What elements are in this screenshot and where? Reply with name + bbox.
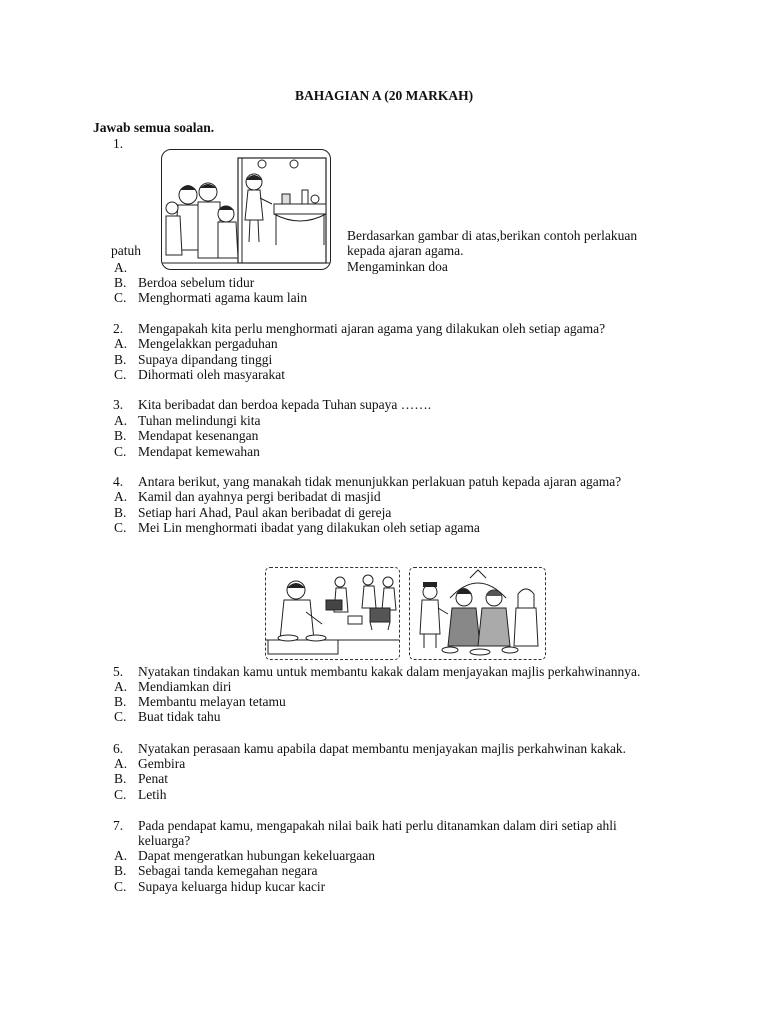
q3-option-c-letter: C. [114, 444, 127, 459]
q5-option-c-letter: C. [114, 709, 127, 724]
q7-option-b-letter: B. [114, 863, 127, 878]
q4-option-a-text: Kamil dan ayahnya pergi beribadat di masjid [138, 489, 381, 504]
q5-option-b-letter: B. [114, 694, 127, 709]
wedding-couple-illustration [409, 567, 546, 660]
q7-option-c-letter: C. [114, 879, 127, 894]
q5-text: Nyatakan tindakan kamu untuk membantu kakak dalam menjayakan majlis perkahwinannya. [138, 664, 641, 679]
q7-text-line2: keluarga? [138, 833, 191, 848]
q2-option-b-text: Supaya dipandang tinggi [138, 352, 273, 367]
q3-option-b-letter: B. [114, 428, 127, 443]
q6-option-b-letter: B. [114, 771, 127, 786]
q4-option-c-letter: C. [114, 520, 127, 535]
q1-side-text-line2: kepada ajaran agama. [347, 243, 464, 258]
q7-option-a-letter: A. [114, 848, 128, 863]
q4-number: 4. [113, 474, 124, 489]
q1-side-word: patuh [111, 243, 141, 258]
q1-side-text-line1: Berdasarkan gambar di atas,berikan contoh perlakuan [347, 228, 638, 243]
q5-option-b-text: Membantu melayan tetamu [138, 694, 286, 709]
q1-option-a-letter: A. [114, 260, 128, 275]
q2-option-a-letter: A. [114, 336, 128, 351]
q7-option-a-text: Dapat mengeratkan hubungan kekeluargaan [138, 848, 376, 863]
q6-text: Nyatakan perasaan kamu apabila dapat membantu menjayakan majlis perkahwinan kakak. [138, 741, 627, 756]
q5-option-a-text: Mendiamkan diri [138, 679, 232, 694]
q1-number: 1. [113, 136, 124, 151]
q1-option-c-letter: C. [114, 290, 127, 305]
q6-option-c-letter: C. [114, 787, 127, 802]
q5-option-a-letter: A. [114, 679, 128, 694]
q3-option-a-text: Tuhan melindungi kita [138, 413, 261, 428]
q2-option-c-letter: C. [114, 367, 127, 382]
q1-option-c-text: Menghormati agama kaum lain [138, 290, 308, 305]
q5-number: 5. [113, 664, 124, 679]
q2-option-a-text: Mengelakkan pergaduhan [138, 336, 278, 351]
q4-text: Antara berikut, yang manakah tidak menunjukkan perlakuan patuh kepada ajaran agama? [138, 474, 622, 489]
q7-text-line1: Pada pendapat kamu, mengapakah nilai baik hati perlu ditanamkan dalam diri setiap ahli [138, 818, 617, 833]
q6-number: 6. [113, 741, 124, 756]
q6-option-c-text: Letih [138, 787, 167, 802]
q6-option-a-letter: A. [114, 756, 128, 771]
q4-option-a-letter: A. [114, 489, 128, 504]
q4-option-b-text: Setiap hari Ahad, Paul akan beribadat di gereja [138, 505, 392, 520]
q6-option-b-text: Penat [138, 771, 168, 786]
q7-number: 7. [113, 818, 124, 833]
q3-option-a-letter: A. [114, 413, 128, 428]
q1-option-b-letter: B. [114, 275, 127, 290]
q2-text: Mengapakah kita perlu menghormati ajaran agama yang dilakukan oleh setiap agama? [138, 321, 606, 336]
q3-option-c-text: Mendapat kemewahan [138, 444, 260, 459]
q4-option-b-letter: B. [114, 505, 127, 520]
q1-option-a-text: Mengaminkan doa [347, 259, 448, 274]
q3-number: 3. [113, 397, 124, 412]
q4-option-c-text: Mei Lin menghormati ibadat yang dilakukan oleh setiap agama [138, 520, 480, 535]
q6-option-a-text: Gembira [138, 756, 186, 771]
q3-text: Kita beribadat dan berdoa kepada Tuhan supaya ……. [138, 397, 432, 412]
q3-option-b-text: Mendapat kesenangan [138, 428, 259, 443]
q1-option-b-text: Berdoa sebelum tidur [138, 275, 255, 290]
section-title: BAHAGIAN A (20 MARKAH) [294, 88, 474, 103]
q7-option-c-text: Supaya keluarga hidup kucar kacir [138, 879, 326, 894]
q7-option-b-text: Sebagai tanda kemegahan negara [138, 863, 318, 878]
wedding-cooking-illustration [265, 567, 400, 660]
instruction: Jawab semua soalan. [93, 120, 215, 135]
q2-option-b-letter: B. [114, 352, 127, 367]
q5-option-c-text: Buat tidak tahu [138, 709, 221, 724]
q2-number: 2. [113, 321, 124, 336]
q1-illustration-family-praying [161, 149, 331, 270]
q2-option-c-text: Dihormati oleh masyarakat [138, 367, 285, 382]
